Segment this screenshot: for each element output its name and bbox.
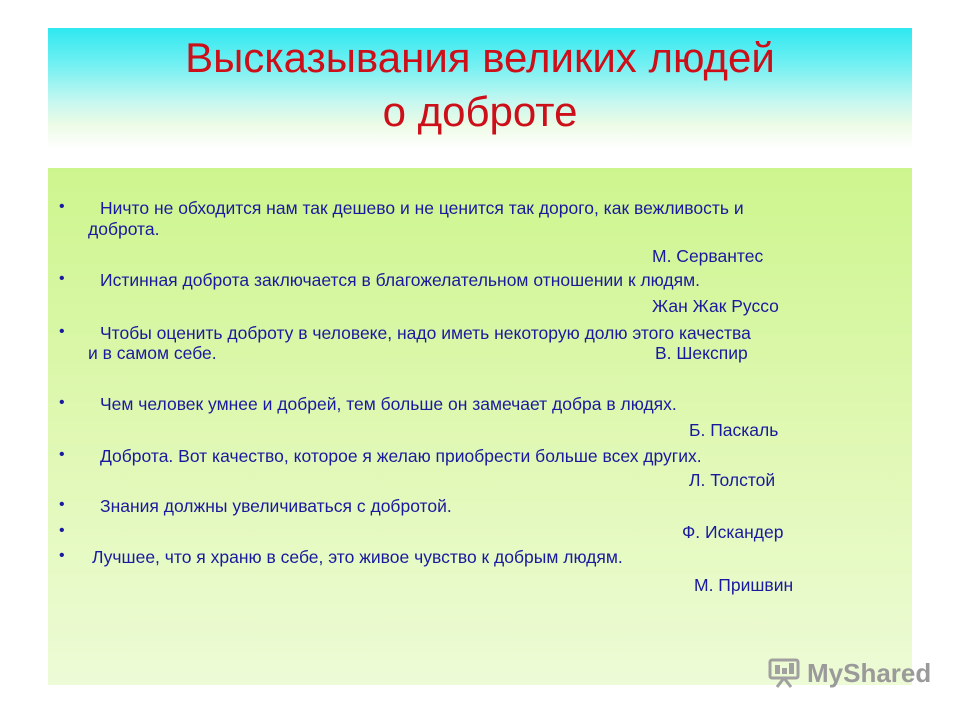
quote-1-author: М. Сервантес [652, 246, 764, 266]
content-panel [48, 168, 912, 685]
quote-5-author: Л. Толстой [689, 470, 776, 490]
quote-7-line-1: Лучшее, что я храню в себе, это живое чувство к добрым людям. [92, 547, 623, 567]
watermark-text: MyShared [807, 658, 932, 688]
quote-7-author: М. Пришвин [694, 575, 794, 595]
bullet-marker: • [59, 522, 65, 539]
quote-1-line-1: Ничто не обходится нам так дешево и не ценится так дорого, как вежливость и [100, 198, 744, 218]
quote-3-author: В. Шекспир [655, 343, 748, 363]
slide-title-line-2: о доброте [382, 88, 578, 135]
quote-3-line-2: и в самом себе. [88, 343, 217, 363]
title-banner [48, 28, 912, 149]
bullet-marker: • [59, 496, 65, 513]
quote-4-line-1: Чем человек умнее и добрей, тем больше он замечает добра в людях. [100, 394, 677, 414]
bullet-marker: • [59, 394, 65, 411]
quote-2-line-1: Истинная доброта заключается в благожелательном отношении к людям. [100, 270, 700, 290]
bullet-marker: • [59, 198, 65, 215]
bullet-marker: • [59, 446, 65, 463]
quote-3-line-1: Чтобы оценить доброту в человеке, надо иметь некоторую долю этого качества [100, 323, 751, 343]
quote-6-line-1: Знания должны увеличиваться с добротой. [100, 496, 452, 516]
quote-2-author: Жан Жак Руссо [652, 296, 779, 316]
presentation-board-icon [767, 657, 801, 689]
slide-title-line-1: Высказывания великих людей [185, 34, 775, 81]
watermark-logo [767, 655, 932, 691]
quote-4-author: Б. Паскаль [689, 420, 779, 440]
bullet-marker: • [59, 270, 65, 287]
bullet-marker: • [59, 323, 65, 340]
quote-6-author: Ф. Искандер [682, 522, 784, 542]
quote-1-line-2: доброта. [88, 219, 160, 239]
bullet-marker: • [59, 547, 65, 564]
quote-5-line-1: Доброта. Вот качество, которое я желаю приобрести больше всех других. [100, 446, 702, 466]
